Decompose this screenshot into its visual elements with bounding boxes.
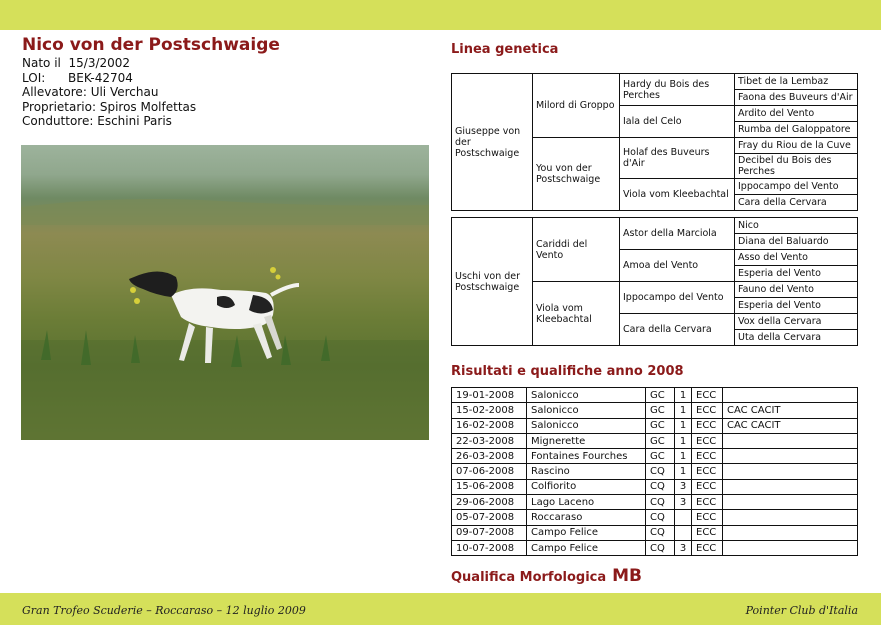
results-table [451,387,858,556]
dog-info [22,56,196,129]
birth-label: Nato il [22,56,61,70]
pedigree-sdss: Fray du Riou de la Cuve [735,138,858,154]
result-qualifica: ECC [692,510,723,525]
pedigree-ddds: Vox della Cervara [735,314,858,330]
loi-value: BEK-42704 [68,70,133,85]
result-position: 3 [675,479,692,494]
result-class: GC [646,388,675,403]
result-date: 07-06-2008 [452,464,527,479]
result-position: 1 [675,403,692,418]
result-date: 05-07-2008 [452,510,527,525]
pedigree-dsds: Asso del Vento [735,250,858,266]
result-date: 22-03-2008 [452,433,527,448]
result-date: 19-01-2008 [452,388,527,403]
dog-name: Nico von der Postschwaige [22,35,280,55]
table-row [452,479,858,494]
result-position: 1 [675,433,692,448]
result-title [723,449,858,464]
pedigree-dddd: Uta della Cervara [735,330,858,346]
breeder-row [22,85,196,100]
owner-value: Spiros Molfettas [99,99,197,114]
pedigree-dsdd: Esperia del Vento [735,266,858,282]
result-place: Campo Felice [527,540,646,555]
pedigree-sssd: Faona des Buveurs d'Air [735,90,858,106]
loi-row [22,71,196,86]
result-position: 1 [675,449,692,464]
result-position: 1 [675,418,692,433]
owner-label: Proprietario: [22,99,97,114]
result-class: GC [646,449,675,464]
result-date: 16-02-2008 [452,418,527,433]
loi-label: LOI: [22,70,46,85]
result-place: Colfiorito [527,479,646,494]
handler-value: Eschini Paris [97,114,172,128]
result-title [723,388,858,403]
result-class: CQ [646,464,675,479]
pedigree-ssdd: Rumba del Galoppatore [735,122,858,138]
pedigree-sddd: Cara della Cervara [735,195,858,211]
result-class: GC [646,433,675,448]
result-date: 26-03-2008 [452,449,527,464]
result-date: 29-06-2008 [452,495,527,510]
pedigree-dam: Uschi von der Postschwaige [452,218,533,346]
table-row [452,525,858,540]
breeder-value: Uli Verchau [90,85,159,99]
birth-date: 15/3/2002 [68,56,131,70]
pedigree-sd: You von der Postschwaige [533,138,620,211]
result-title: CAC CACIT [723,418,858,433]
pedigree-title: Linea genetica [451,42,559,57]
result-title: CAC CACIT [723,403,858,418]
pedigree-ssd: Iala del Celo [620,106,735,138]
result-title [723,495,858,510]
result-title [723,479,858,494]
morpho-heading [451,566,642,586]
birth-row [22,56,196,71]
top-bar [0,0,881,30]
handler-label: Conduttore: [22,114,94,128]
result-qualifica: ECC [692,449,723,464]
result-title [723,464,858,479]
result-place: Mignerette [527,433,646,448]
morpho-label: Qualifica Morfologica [451,570,607,585]
pedigree-dd: Viola vom Kleebachtal [533,282,620,346]
result-title [723,540,858,555]
table-row [452,388,858,403]
dog-photo-illustration [21,145,429,440]
result-qualifica: ECC [692,525,723,540]
result-qualifica: ECC [692,540,723,555]
pedigree-ddd: Cara della Cervara [620,314,735,346]
pedigree-ss: Milord di Groppo [533,74,620,138]
result-place: Fontaines Fourches [527,449,646,464]
pedigree-sdsd: Decibel du Bois des Perches [735,154,858,179]
result-title [723,525,858,540]
result-class: CQ [646,525,675,540]
result-qualifica: ECC [692,418,723,433]
result-class: CQ [646,479,675,494]
table-row [452,403,858,418]
table-row [452,540,858,555]
result-qualifica: ECC [692,403,723,418]
pedigree-ddsd: Esperia del Vento [735,298,858,314]
pedigree-dds: Ippocampo del Vento [620,282,735,314]
result-place: Roccaraso [527,510,646,525]
pedigree-ddss: Fauno del Vento [735,282,858,298]
result-class: CQ [646,510,675,525]
result-class: CQ [646,540,675,555]
pedigree-dsd: Amoa del Vento [620,250,735,282]
result-date: 10-07-2008 [452,540,527,555]
morpho-value: MB [612,566,642,586]
result-qualifica: ECC [692,388,723,403]
dog-photo [21,145,429,440]
result-qualifica: ECC [692,464,723,479]
result-qualifica: ECC [692,495,723,510]
result-qualifica: ECC [692,479,723,494]
result-qualifica: ECC [692,433,723,448]
result-title [723,433,858,448]
pedigree-dam-table [451,217,858,346]
table-row [452,464,858,479]
table-row [452,495,858,510]
pedigree-dssd: Diana del Baluardo [735,234,858,250]
result-position [675,510,692,525]
pedigree-sdd: Viola vom Kleebachtal [620,179,735,211]
pedigree-sds: Holaf des Buveurs d'Air [620,138,735,179]
footer-club: Pointer Club d'Italia [745,604,858,617]
pedigree-ssds: Ardito del Vento [735,106,858,122]
pedigree-dsss: Nico [735,218,858,234]
result-place: Campo Felice [527,525,646,540]
result-position [675,525,692,540]
result-place: Salonicco [527,418,646,433]
pedigree-dss: Astor della Marciola [620,218,735,250]
result-place: Lago Laceno [527,495,646,510]
result-class: CQ [646,495,675,510]
handler-row [22,114,196,129]
footer-event: Gran Trofeo Scuderie – Roccaraso – 12 luglio 2009 [22,604,306,617]
result-position: 3 [675,540,692,555]
footer-bar [0,593,881,625]
table-row [452,510,858,525]
owner-row [22,100,196,115]
result-date: 15-02-2008 [452,403,527,418]
pedigree-ssss: Tibet de la Lembaz [735,74,858,90]
result-position: 1 [675,464,692,479]
table-row [452,418,858,433]
table-row [452,433,858,448]
pedigree-sss: Hardy du Bois des Perches [620,74,735,106]
breeder-label: Allevatore: [22,85,87,99]
result-place: Salonicco [527,388,646,403]
result-title [723,510,858,525]
result-class: GC [646,403,675,418]
table-row [452,449,858,464]
pedigree-sdds: Ippocampo del Vento [735,179,858,195]
result-date: 09-07-2008 [452,525,527,540]
results-title: Risultati e qualifiche anno 2008 [451,364,684,379]
pedigree-sire: Giuseppe von der Postschwaige [452,74,533,211]
result-position: 1 [675,388,692,403]
result-place: Rascino [527,464,646,479]
result-class: GC [646,418,675,433]
result-position: 3 [675,495,692,510]
result-place: Salonicco [527,403,646,418]
pedigree-sire-table [451,73,858,211]
pedigree-ds: Cariddi del Vento [533,218,620,282]
result-date: 15-06-2008 [452,479,527,494]
